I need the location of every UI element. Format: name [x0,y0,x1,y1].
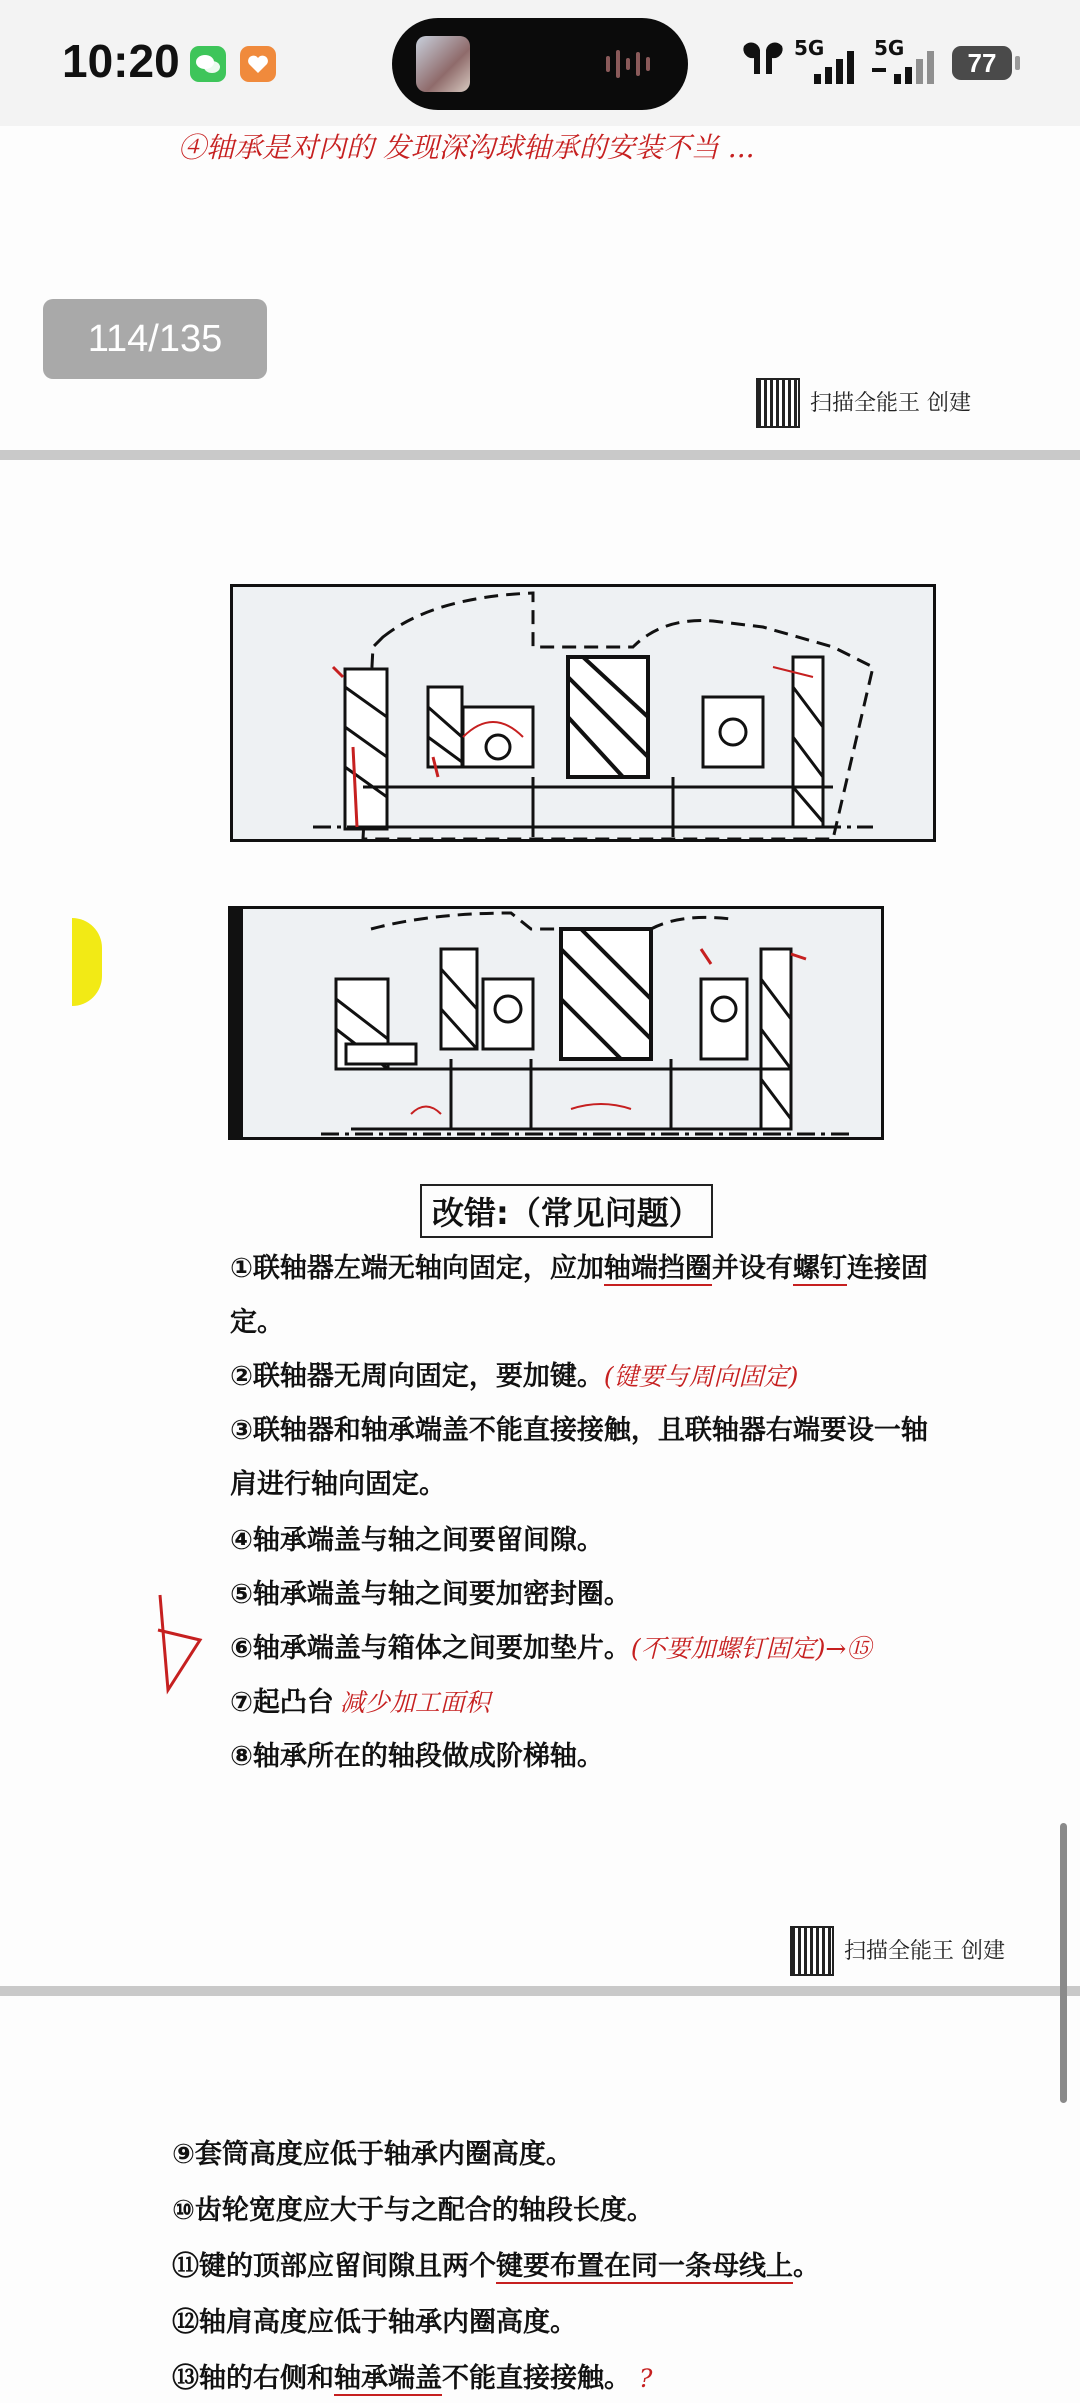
list-item: ③联轴器和轴承端盖不能直接接触，且联轴器右端要设一轴 [230,1415,928,1446]
scrollbar[interactable] [1060,1823,1067,2103]
qr-icon [790,1926,834,1976]
list-item [230,1354,798,1393]
shaft-assembly-diagram-1 [230,584,936,842]
watermark-text: 扫描全能王 创建 [810,391,971,416]
handwritten-note: ④轴承是对内的 发现深沟球轴承的安装不当 ... [178,131,755,164]
item-underlined-text: 轴承端盖 [334,2363,442,2394]
item-text: 连接固 [846,1253,928,1284]
handwritten-note: 减少加工面积 [339,1688,490,1717]
shaft-assembly-diagram-2 [228,906,884,1140]
item-underlined-text: 键要布置在同一条母线上 [496,2251,793,2282]
list-item: ⑫轴肩高度应低于轴承内圈高度。 [172,2307,577,2338]
page-separator [0,450,1080,460]
item-text: ②联轴器无周向固定，要加键。 [230,1361,604,1392]
item-text: ⑥轴承端盖与箱体之间要加垫片。 [230,1633,631,1664]
list-item: 定。 [230,1307,284,1338]
item-text: 并设有 [711,1253,793,1284]
handwritten-note: ? [639,2364,653,2393]
list-item: ⑨套筒高度应低于轴承内圈高度。 [172,2139,573,2170]
document-page-next [0,1996,1080,2403]
status-bar [0,0,1080,126]
airpods-icon [738,36,788,86]
network-label-1: 5G [794,36,825,60]
item-text: ⑪键的顶部应留间隙且两个 [172,2251,496,2282]
list-item: ⑧轴承所在的轴段做成阶梯轴。 [230,1741,604,1772]
list-item [172,2356,652,2395]
list-item [172,2244,820,2283]
taobao-icon [240,46,276,82]
list-item: ④轴承端盖与轴之间要留间隙。 [230,1525,604,1556]
watermark-text: 扫描全能王 创建 [844,1939,1005,1964]
item-text: ①联轴器左端无轴向固定，应加 [230,1253,604,1284]
section-heading: 改错:（常见问题） [420,1184,713,1238]
list-item [230,1626,871,1665]
qr-icon [756,378,800,428]
dynamic-island[interactable] [392,18,688,110]
handwritten-note: (键要与周向固定) [603,1362,799,1391]
list-item: ⑩齿轮宽度应大于与之配合的轴段长度。 [172,2195,654,2226]
yellow-highlight-mark [72,918,102,1006]
item-underlined-text: 轴端挡圈 [603,1253,712,1284]
item-text: ⑬轴的右侧和 [172,2363,334,2394]
battery-tip [1015,56,1020,70]
handwritten-note: (不要加螺钉固定)→⑮ [630,1634,872,1663]
signal-icon [868,48,938,86]
status-time: 10:20 [62,35,180,87]
item-underlined-text: 螺钉 [792,1253,847,1284]
item-text: ⑦起凸台 [230,1687,334,1718]
wechat-icon [190,46,226,82]
media-thumbnail [416,36,470,92]
list-item: ⑤轴承端盖与轴之间要加密封圈。 [230,1579,631,1610]
item-text: 。 [793,2251,820,2282]
list-item [230,1680,490,1719]
document-page-prev [0,126,1080,450]
list-item [230,1246,928,1285]
page-separator [0,1986,1080,1996]
list-item: 肩进行轴向固定。 [230,1469,446,1500]
page-counter: 114/135 [43,299,267,379]
red-check-mark [150,1590,210,1700]
network-label-2: 5G [874,36,905,60]
document-page [0,460,1080,1986]
audio-wave-icon [604,46,660,82]
signal-icon [788,48,858,86]
item-text: 不能直接接触。 [442,2363,631,2394]
battery-icon: 77 [952,46,1012,80]
